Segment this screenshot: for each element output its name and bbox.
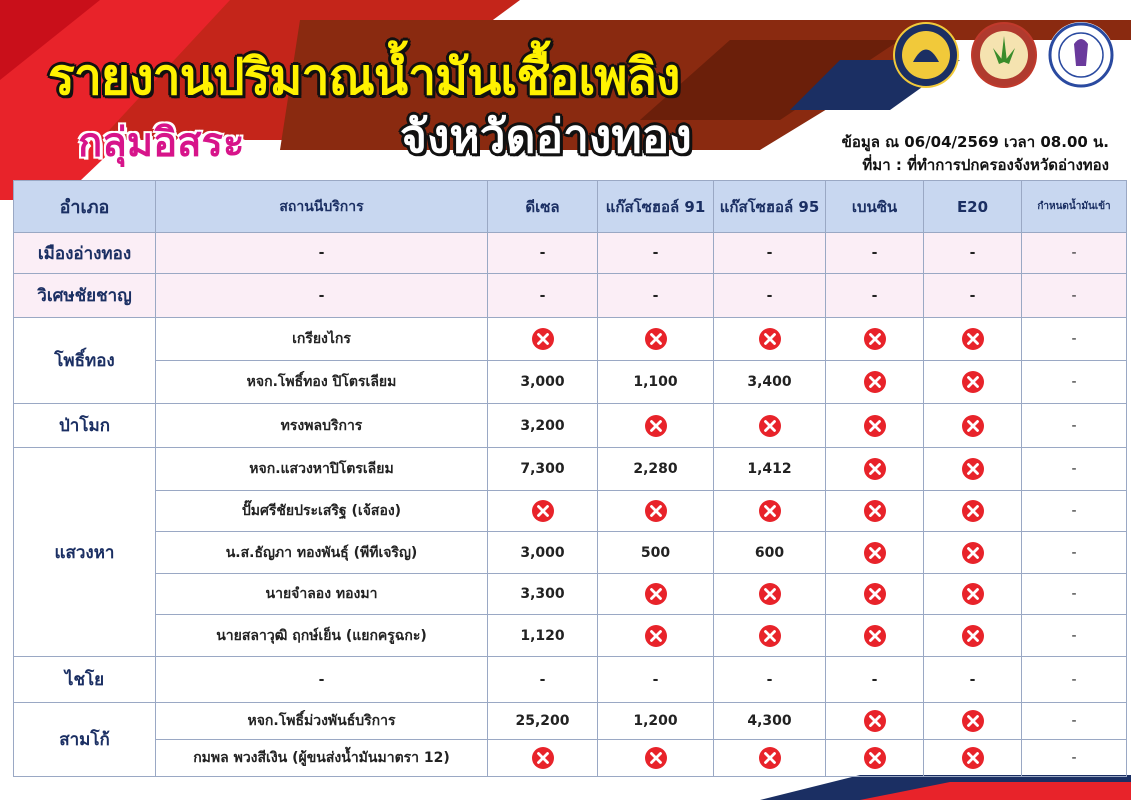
diesel-cell [488,532,598,574]
gasohol91-cell [598,703,714,740]
unavailable-x-icon [758,746,782,770]
benzine-cell [826,491,924,532]
gasohol95-cell [714,615,826,657]
diesel-value: 3,200 [520,417,565,434]
gasohol95-value: - [766,245,773,261]
delivery-schedule-cell [1022,448,1127,491]
gasohol91-value: 1,100 [633,374,678,390]
header-gasohol95: แก๊สโซฮอล์ 95 [714,181,826,233]
gasohol91-cell [598,233,714,274]
province-title: จังหวัดอ่างทอง [400,109,692,163]
delivery-schedule-cell [1022,233,1127,274]
diesel-value: 3,000 [520,374,565,390]
e20-value: - [969,287,976,304]
benzine-cell [826,404,924,448]
station-cell [156,574,488,615]
station-cell [156,491,488,532]
unavailable-x-icon [644,582,668,606]
district-cell: วิเศษชัยชาญ [14,274,156,318]
e20-cell [924,233,1022,274]
district-cell: ไชโย [14,657,156,703]
e20-cell [924,657,1022,703]
gasohol91-cell [598,448,714,491]
unavailable-x-icon [863,414,887,438]
seal-logo-2 [971,22,1037,88]
gasohol95-cell [714,532,826,574]
delivery-schedule-cell [1022,615,1127,657]
table-row [14,318,1127,361]
delivery-schedule-value: - [1071,586,1077,602]
unavailable-x-icon [863,457,887,481]
gasohol91-value: - [652,287,659,304]
gasohol91-cell [598,657,714,703]
station-value: กมพล พวงสีเงิน (ผู้ขนส่งน้ำมันมาตรา 12) [193,750,450,766]
unavailable-x-icon [863,709,887,733]
e20-cell [924,574,1022,615]
unavailable-x-icon [961,370,985,394]
gasohol91-cell [598,361,714,404]
table-row [14,233,1127,274]
table-row [14,448,1127,491]
gasohol91-cell [598,574,714,615]
table-row [14,615,1127,657]
table-row [14,703,1127,740]
delivery-schedule-cell [1022,274,1127,318]
unavailable-x-icon [863,746,887,770]
delivery-schedule-cell [1022,532,1127,574]
delivery-schedule-cell [1022,318,1127,361]
station-value: - [318,671,325,688]
e20-cell [924,448,1022,491]
table-row [14,491,1127,532]
diesel-value: - [539,671,546,688]
station-value: หจก.โพธิ์ม่วงพันธ์บริการ [247,713,396,729]
benzine-cell [826,274,924,318]
station-value: นายสลาวุฒิ ฤกษ์เย็น (แยกครูฉกะ) [216,627,427,644]
gasohol95-value: 4,300 [747,713,792,729]
delivery-schedule-value: - [1071,627,1077,644]
data-source: ที่มา : ที่ทำการปกครองจังหวัดอ่างทอง [862,156,1109,174]
group-title: กลุ่มอิสระ [78,120,245,166]
data-date: ข้อมูล ณ 06/04/2569 เวลา 08.00 น. [841,133,1109,151]
benzine-value: - [871,245,878,261]
diesel-cell [488,491,598,532]
gasohol91-value: - [652,245,659,261]
station-value: หจก.แสวงหาปิโตรเลียม [249,461,394,477]
delivery-schedule-cell [1022,657,1127,703]
e20-cell [924,318,1022,361]
unavailable-x-icon [863,499,887,523]
delivery-schedule-cell [1022,404,1127,448]
benzine-cell [826,615,924,657]
unavailable-x-icon [863,327,887,351]
benzine-cell [826,657,924,703]
header-district: อำเภอ [14,181,156,233]
unavailable-x-icon [863,624,887,648]
unavailable-x-icon [644,624,668,648]
diesel-cell [488,233,598,274]
delivery-schedule-cell [1022,491,1127,532]
delivery-schedule-value: - [1071,287,1077,304]
unavailable-x-icon [758,499,782,523]
gasohol91-cell [598,532,714,574]
table-row [14,532,1127,574]
gasohol91-value: 1,200 [633,713,678,729]
e20-cell [924,361,1022,404]
station-cell [156,404,488,448]
diesel-cell [488,703,598,740]
delivery-schedule-value: - [1071,671,1077,688]
unavailable-x-icon [863,370,887,394]
unavailable-x-icon [961,457,985,481]
station-cell [156,615,488,657]
gasohol95-cell [714,404,826,448]
e20-cell [924,615,1022,657]
e20-value: - [969,245,976,261]
header-diesel: ดีเซล [488,181,598,233]
unavailable-x-icon [644,746,668,770]
gasohol95-value: - [766,287,773,304]
gasohol95-cell [714,740,826,777]
delivery-schedule-value: - [1071,331,1077,347]
table-row [14,274,1127,318]
unavailable-x-icon [758,624,782,648]
delivery-schedule-cell [1022,361,1127,404]
unavailable-x-icon [961,327,985,351]
delivery-schedule-value: - [1071,750,1077,766]
fuel-table [13,180,1127,777]
unavailable-x-icon [758,582,782,606]
seal-logo-1 [893,22,959,88]
station-cell [156,703,488,740]
header-benzine: เบนซิน [826,181,924,233]
delivery-schedule-value: - [1071,417,1077,434]
delivery-schedule-cell [1022,740,1127,777]
station-cell [156,274,488,318]
diesel-cell [488,448,598,491]
gasohol95-cell [714,361,826,404]
benzine-cell [826,532,924,574]
station-value: ทรงพลบริการ [280,417,363,434]
header-station: สถานนีบริการ [156,181,488,233]
delivery-schedule-cell [1022,703,1127,740]
benzine-value: - [871,287,878,304]
delivery-schedule-value: - [1071,461,1077,477]
gasohol91-value: - [652,671,659,688]
e20-cell [924,532,1022,574]
delivery-schedule-value: - [1071,713,1077,729]
gasohol91-cell [598,404,714,448]
unavailable-x-icon [961,582,985,606]
diesel-cell [488,657,598,703]
table-header-row [14,181,1127,233]
e20-cell [924,703,1022,740]
diesel-cell [488,318,598,361]
diesel-cell [488,615,598,657]
diesel-cell [488,274,598,318]
gasohol91-cell [598,740,714,777]
header-e20: E20 [924,181,1022,233]
gasohol91-cell [598,318,714,361]
gasohol91-cell [598,615,714,657]
gasohol95-cell [714,574,826,615]
station-value: หจก.โพธิ์ทอง ปิโตรเลียม [246,374,397,390]
gasohol91-value: 500 [640,544,671,561]
station-value: ปั๊มศรีชัยประเสริฐ (เจ้สอง) [241,503,402,519]
header-gasohol91: แก๊สโซฮอล์ 91 [598,181,714,233]
e20-cell [924,274,1022,318]
unavailable-x-icon [961,414,985,438]
diesel-value: 3,000 [520,544,565,561]
unavailable-x-icon [961,541,985,565]
diesel-value: - [539,287,546,304]
station-cell [156,233,488,274]
unavailable-x-icon [531,746,555,770]
benzine-cell [826,703,924,740]
diesel-cell [488,574,598,615]
diesel-value: 25,200 [515,713,570,729]
station-value: เกรียงไกร [292,331,351,347]
table-row [14,740,1127,777]
gasohol95-value: - [766,671,773,688]
delivery-schedule-value: - [1071,245,1077,261]
gasohol95-cell [714,318,826,361]
gasohol95-value: 600 [754,544,785,561]
e20-value: - [969,671,976,688]
district-cell: สามโก้ [14,703,156,777]
table-row [14,574,1127,615]
district-cell: แสวงหา [14,448,156,657]
report-title: รายงานปริมาณน้ำมันเชื้อเพลิง [48,48,680,106]
benzine-cell [826,448,924,491]
unavailable-x-icon [644,499,668,523]
delivery-schedule-value: - [1071,544,1077,561]
district-cell: โพธิ์ทอง [14,318,156,404]
gasohol95-value: 3,400 [747,374,792,390]
header-delivery-schedule: กำหนดน้ำมันเข้า [1022,181,1127,233]
station-value: - [318,287,325,304]
station-cell [156,740,488,777]
diesel-cell [488,361,598,404]
delivery-schedule-value: - [1071,503,1077,519]
unavailable-x-icon [961,499,985,523]
district-cell: ป่าโมก [14,404,156,448]
unavailable-x-icon [961,709,985,733]
station-value: นายจำลอง ทองมา [265,586,378,602]
table-row [14,361,1127,404]
diesel-cell [488,740,598,777]
unavailable-x-icon [961,746,985,770]
station-cell [156,361,488,404]
gasohol95-cell [714,703,826,740]
gasohol91-cell [598,491,714,532]
benzine-value: - [871,671,878,688]
station-cell [156,448,488,491]
station-value: - [318,245,325,261]
gasohol95-cell [714,233,826,274]
delivery-schedule-cell [1022,574,1127,615]
table-row [14,657,1127,703]
unavailable-x-icon [863,582,887,606]
gasohol95-cell [714,657,826,703]
gasohol95-cell [714,448,826,491]
gasohol95-cell [714,491,826,532]
benzine-cell [826,233,924,274]
diesel-value: 7,300 [520,461,565,477]
benzine-cell [826,574,924,615]
diesel-value: - [539,245,546,261]
gasohol91-cell [598,274,714,318]
table-row [14,404,1127,448]
unavailable-x-icon [758,414,782,438]
gasohol95-value: 1,412 [747,461,792,477]
benzine-cell [826,361,924,404]
benzine-cell [826,740,924,777]
unavailable-x-icon [961,624,985,648]
diesel-value: 1,120 [520,627,565,644]
unavailable-x-icon [644,327,668,351]
unavailable-x-icon [863,541,887,565]
station-cell [156,532,488,574]
unavailable-x-icon [531,327,555,351]
diesel-value: 3,300 [520,586,565,602]
unavailable-x-icon [758,327,782,351]
station-cell [156,318,488,361]
e20-cell [924,740,1022,777]
benzine-cell [826,318,924,361]
diesel-cell [488,404,598,448]
e20-cell [924,491,1022,532]
unavailable-x-icon [531,499,555,523]
district-cell: เมืองอ่างทอง [14,233,156,274]
gasohol91-value: 2,280 [633,461,678,477]
station-cell [156,657,488,703]
unavailable-x-icon [644,414,668,438]
seal-logo-3 [1048,22,1114,88]
e20-cell [924,404,1022,448]
gasohol95-cell [714,274,826,318]
station-value: น.ส.ธัญภา ทองพันธุ์ (พีทีเจริญ) [225,544,418,561]
delivery-schedule-value: - [1071,374,1077,390]
